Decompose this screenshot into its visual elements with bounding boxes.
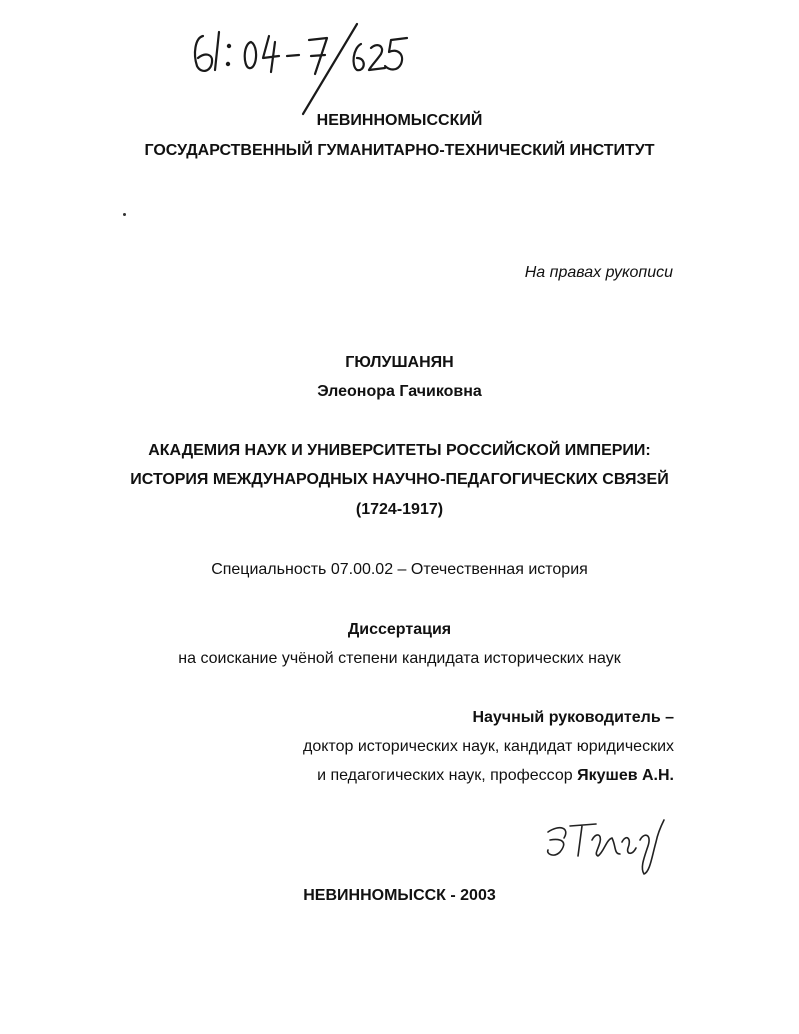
supervisor-name: Якушев А.Н. bbox=[577, 767, 674, 784]
author-surname: ГЮЛУШАНЯН bbox=[345, 354, 454, 371]
title-line-3: (1724-1917) bbox=[355, 501, 444, 518]
title-line-2: ИСТОРИЯ МЕЖДУНАРОДНЫХ НАУЧНО-ПЕДАГОГИЧЕСКИХ СВЯЗЕЙ bbox=[130, 471, 669, 488]
supervisor-credentials-prefix: и педагогических наук, профессор bbox=[317, 767, 578, 784]
supervisor-label: Научный руководитель – bbox=[472, 709, 674, 726]
title-line-1: АКАДЕМИЯ НАУК И УНИВЕРСИТЕТЫ РОССИЙСКОЙ ИМПЕРИИ: bbox=[148, 442, 651, 459]
specialty: Специальность 07.00.02 – Отечественная история bbox=[211, 561, 588, 578]
supervisor-credentials-line-1: доктор исторических наук, кандидат юридических bbox=[303, 738, 674, 755]
signature-drawing bbox=[540, 812, 680, 882]
footer-city-year: НЕВИННОМЫССК - 2003 bbox=[303, 887, 496, 904]
signature bbox=[540, 812, 680, 882]
manuscript-note: На правах рукописи bbox=[524, 264, 673, 281]
scan-speck bbox=[123, 213, 126, 216]
dissertation-subheading: на соискание учёной степени кандидата исторических наук bbox=[178, 650, 621, 667]
dissertation-heading: Диссертация bbox=[347, 621, 452, 638]
archive-mark-drawing bbox=[185, 14, 425, 124]
institution-line-1: НЕВИННОМЫССКИЙ bbox=[316, 112, 483, 129]
author-given-names: Элеонора Гачиковна bbox=[317, 383, 482, 400]
supervisor-credentials-line-2 bbox=[317, 766, 674, 786]
institution-line-2: ГОСУДАРСТВЕННЫЙ ГУМАНИТАРНО-ТЕХНИЧЕСКИЙ ИНСТИТУТ bbox=[144, 142, 655, 159]
archive-mark-handwritten bbox=[185, 14, 425, 124]
